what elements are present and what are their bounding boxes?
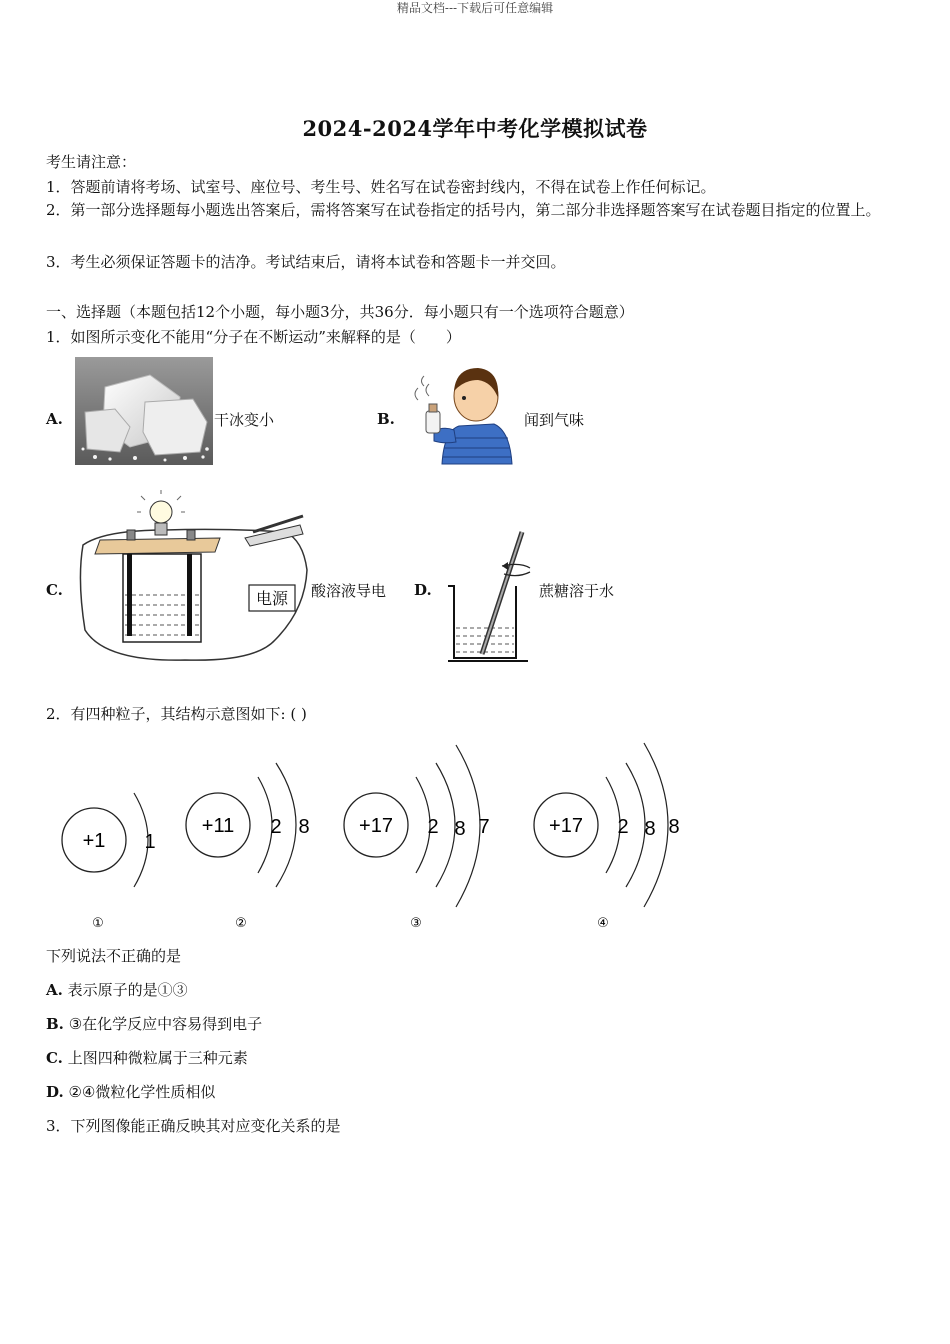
particle-2-shell-1: 2 (270, 816, 282, 838)
q2-option-a-text: 表示原子的是①③ (67, 981, 188, 999)
q1-option-c-label: C. (46, 581, 63, 599)
particle-4-shell-2: 8 (644, 818, 656, 840)
particle-4-diagram (534, 743, 680, 907)
q1-option-c-text: 酸溶液导电 (311, 582, 387, 600)
section-heading: 一、选择题（本题包括12个小题，每小题3分，共36分．每小题只有一个选项符合题意） (46, 303, 634, 321)
notice-heading: 考生请注意： (46, 153, 137, 171)
particle-2-nucleus: +11 (201, 815, 235, 837)
q2-option-d (46, 1081, 215, 1103)
particle-1-nucleus: +1 (82, 830, 106, 852)
q2-option-b (46, 1013, 262, 1035)
q1-stem: 1．如图所示变化不能用“分子在不断运动”来解释的是（ ） (46, 328, 461, 346)
q2-option-c (46, 1047, 248, 1069)
power-source-label: 电源 (255, 591, 289, 608)
q2-option-d-text: ②④微粒化学性质相似 (68, 1083, 216, 1101)
q1-option-d-label: D. (414, 581, 432, 599)
particle-2-mark: ② (235, 915, 247, 930)
q3-stem: 3．下列图像能正确反映其对应变化关系的是 (46, 1117, 341, 1135)
q1-option-a-text: 干冰变小 (214, 411, 275, 429)
exam-title: 2024-2024学年中考化学模拟试卷 (302, 116, 648, 141)
particle-3-mark: ③ (410, 915, 422, 930)
particle-3-shell-1: 2 (427, 816, 439, 838)
particle-1-diagram (62, 793, 156, 887)
q1-option-b-text: 闻到气味 (524, 411, 585, 429)
q1-option-a-label: A. (46, 410, 63, 428)
atomic-structure-diagrams (46, 735, 706, 935)
q2-option-d-label: D. (46, 1083, 64, 1101)
particle-2-diagram (186, 763, 310, 887)
particle-3-diagram (344, 745, 490, 907)
particle-4-mark: ④ (597, 915, 609, 930)
particle-3-shell-2: 8 (454, 818, 466, 840)
dry-ice-image (75, 357, 213, 465)
particle-3-nucleus: +17 (359, 815, 393, 837)
q2-option-c-label: C. (46, 1049, 63, 1067)
q2-prompt: 下列说法不正确的是 (46, 947, 182, 965)
q2-option-c-text: 上图四种微粒属于三种元素 (67, 1049, 248, 1067)
q2-stem: 2．有四种粒子，其结构示意图如下: ( ) (46, 705, 307, 723)
q2-option-b-text: ③在化学反应中容易得到电子 (68, 1015, 263, 1033)
q1-option-b-label: B. (377, 410, 395, 428)
particle-4-shell-1: 2 (617, 816, 629, 838)
boy-smelling-image (404, 356, 516, 468)
beaker-stirring-image (444, 528, 536, 666)
notice-item-2: 2．第一部分选择题每小题选出答案后，需将答案写在试卷指定的括号内，第二部分非选择题答案写在试卷题目指定的位置上。 (46, 201, 881, 219)
q1-option-d-text: 蔗糖溶于水 (539, 582, 615, 600)
particle-3-shell-3: 7 (478, 816, 490, 838)
q2-option-a (46, 979, 188, 1001)
notice-item-1: 1．答题前请将考场、试室号、座位号、考生号、姓名写在试卷密封线内，不得在试卷上作任何标记。 (46, 178, 716, 196)
particle-1-shell-1: 1 (144, 831, 156, 853)
notice-item-3: 3．考生必须保证答题卡的洁净。考试结束后，请将本试卷和答题卡一并交回。 (46, 253, 566, 271)
particle-1-mark: ① (92, 915, 104, 930)
q2-option-a-label: A. (46, 981, 63, 999)
particle-4-shell-3: 8 (668, 816, 680, 838)
page-header: 精品文档---下载后可任意编辑 (396, 1, 554, 15)
q2-option-b-label: B. (46, 1015, 64, 1033)
particle-4-nucleus: +17 (549, 815, 583, 837)
particle-2-shell-2: 8 (298, 816, 310, 838)
conductivity-apparatus (75, 490, 310, 665)
